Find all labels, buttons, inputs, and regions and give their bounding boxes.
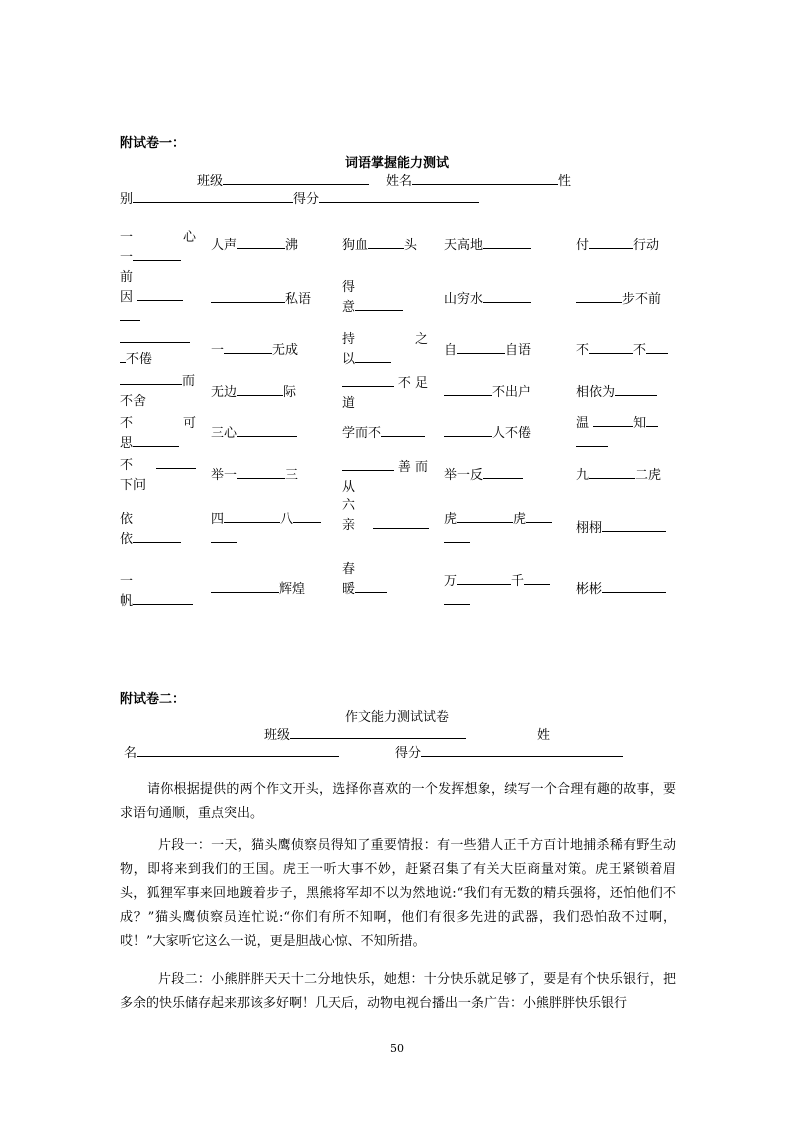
grid-cell-r1c4: 天高地 bbox=[444, 236, 531, 256]
name-blank[interactable] bbox=[412, 172, 558, 185]
s2-name-label-part1: 姓 bbox=[537, 728, 551, 743]
grid-cell-r7c1: 依 依 bbox=[120, 510, 196, 550]
grid-cell-r8c5: 彬彬 bbox=[576, 580, 666, 600]
grid-cell-r6c1: 不 下问 bbox=[120, 456, 196, 496]
grid-cell-r8c4: 万 千 bbox=[444, 572, 550, 612]
grid-cell-r8c3: 春 暖 bbox=[342, 560, 387, 600]
grid-cell-r5c1: 不 可 思 bbox=[120, 416, 196, 451]
class-field bbox=[197, 170, 369, 189]
s2-score-blank[interactable] bbox=[421, 744, 623, 757]
grid-cell-r5c3: 学而不 bbox=[342, 424, 425, 444]
grid-cell-r4c3: 不 足 道 bbox=[342, 376, 428, 411]
grid-cell-r2c3: 得 意 bbox=[342, 278, 403, 318]
grid-cell-r1c5: 付 行动 bbox=[576, 238, 660, 253]
score-blank[interactable] bbox=[319, 190, 479, 203]
s2-class-label: 班级 bbox=[264, 728, 291, 743]
s2-name-score-field bbox=[124, 742, 623, 761]
fragment-one-paragraph: 片段一：一天，猫头鹰侦察员得知了重要情报：有一些猎人正千方百计地捕杀稀有野生动物，即将来到我们的王国。虎王一听大事不妙，赶紧召集了有关大臣商量对策。虎王紧锁着眉头，狐狸军事来回地踱着步子，黑熊将军却不以为然地说:“我们有无数的精兵强将，还怕他们不成？”猫头鹰侦察员连忙说:“你们有所不知啊，他们有很多先进的武器，我们恐怕敌不过啊，哎！”大家听它这么一说，更是胆战心惊、不知所措。 bbox=[120, 838, 676, 949]
section1-heading: 附试卷一： bbox=[120, 136, 186, 151]
class-label: 班级 bbox=[197, 174, 224, 189]
grid-cell-r3c1: 不倦 bbox=[120, 330, 196, 370]
grid-cell-r6c4: 举一反 bbox=[444, 466, 523, 486]
grid-cell-r3c5: 不 不 bbox=[576, 341, 668, 361]
grid-cell-r3c3: 持 之 以 bbox=[342, 332, 428, 367]
grid-cell-r4c5: 相依为 bbox=[576, 383, 657, 403]
grid-cell-r7c2: 四 八 bbox=[211, 510, 321, 550]
s2-class-field bbox=[264, 724, 466, 743]
page-number: 50 bbox=[390, 1042, 404, 1055]
s2-class-blank[interactable] bbox=[290, 726, 466, 739]
s2-name-label-part2: 名 bbox=[124, 746, 138, 761]
s2-score-label: 得分 bbox=[395, 746, 422, 761]
grid-cell-r2c1: 前 因 bbox=[120, 268, 196, 328]
instruction-paragraph: 请你根据提供的两个作文开头，选择你喜欢的一个发挥想象，续写一个合理有趣的故事，要求语句通顺，重点突出。 bbox=[120, 782, 676, 821]
grid-cell-r6c5: 九 二虎 bbox=[576, 468, 662, 483]
grid-cell-r1c2: 人声 沸 bbox=[211, 238, 299, 253]
grid-cell-r8c2: 辉煌 bbox=[211, 580, 305, 600]
grid-cell-r7c5: 栩栩 bbox=[576, 519, 666, 539]
grid-cell-r6c2: 举一 三 bbox=[211, 468, 299, 483]
gender-label-part2: 别 bbox=[120, 192, 134, 207]
gender-label-part1: 性 bbox=[558, 174, 572, 189]
name-label: 姓名 bbox=[386, 174, 413, 189]
grid-cell-r4c4: 不出户 bbox=[444, 383, 531, 403]
grid-cell-r1c3: 狗血 头 bbox=[342, 238, 418, 253]
gender-score-field bbox=[120, 188, 479, 207]
grid-cell-r2c5: 步不前 bbox=[576, 290, 661, 310]
grid-cell-r3c4: 自 自语 bbox=[444, 343, 532, 358]
grid-cell-r7c4: 虎 虎 bbox=[444, 510, 552, 550]
grid-cell-r5c2: 三心 bbox=[211, 424, 297, 444]
grid-cell-r4c1: 而 不舍 bbox=[120, 374, 196, 409]
section2-title: 作文能力测试试卷 bbox=[344, 710, 449, 725]
section1-title: 词语掌握能力测试 bbox=[344, 156, 449, 171]
fragment-two-paragraph: 片段二：小熊胖胖天天十二分地快乐，她想：十分快乐就足够了，要是有个快乐银行，把多余的快乐储存起来那该多好啊！几天后，动物电视台播出一条广告：小熊胖胖快乐银行 bbox=[120, 972, 676, 1011]
s2-name-blank[interactable] bbox=[137, 744, 339, 757]
section2-heading: 附试卷二： bbox=[120, 692, 186, 707]
grid-cell-r8c1: 一 帆 bbox=[120, 572, 196, 612]
grid-cell-r5c4: 人不倦 bbox=[444, 424, 531, 444]
grid-cell-r6c3: 善 而 从 bbox=[342, 460, 428, 495]
grid-cell-r2c2: 私语 bbox=[211, 290, 311, 310]
grid-cell-r3c2: 一 无成 bbox=[211, 343, 299, 358]
class-blank[interactable] bbox=[223, 172, 369, 185]
grid-cell-r5c5: 温 知 bbox=[576, 414, 676, 454]
grid-cell-r1c1: 一 心 一 bbox=[120, 230, 196, 265]
score-label: 得分 bbox=[293, 192, 320, 207]
grid-cell-r7c3: 六 亲 bbox=[342, 496, 429, 536]
grid-cell-r4c2: 无边 际 bbox=[211, 385, 297, 400]
grid-cell-r2c4: 山穷水 bbox=[444, 290, 531, 310]
name-field bbox=[386, 170, 571, 189]
gender-blank[interactable] bbox=[133, 190, 293, 203]
